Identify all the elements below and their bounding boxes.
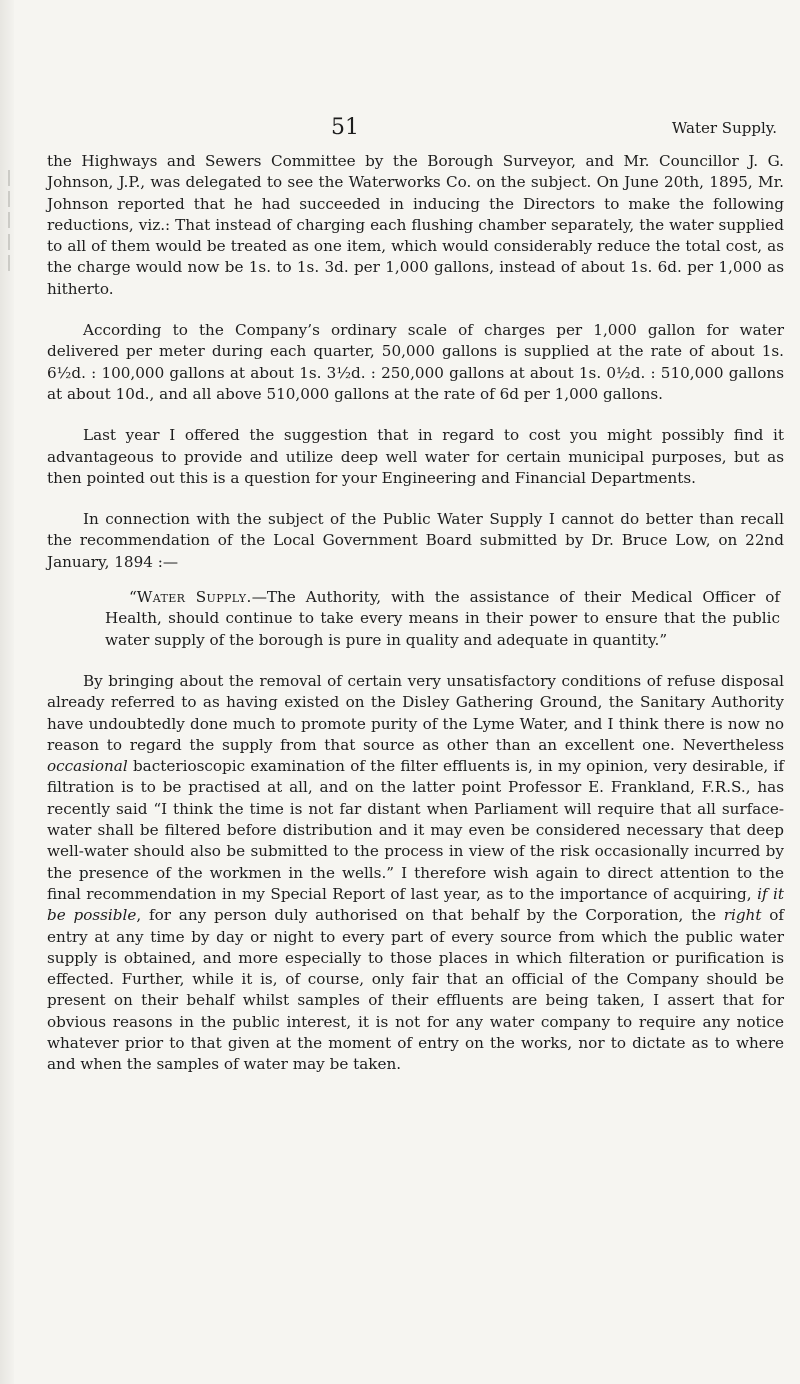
margin-mark — [8, 191, 18, 207]
paragraph-local-government-board: In connection with the subject of the Public Water Supply I cannot do better than recall the recommendation of the Local Government Board submitted by Dr. Bruce Low, on 22nd January, 1894 :— — [47, 510, 784, 571]
paragraph-filtration-and-entry — [47, 671, 784, 1076]
emphasis-occasional: occasional — [47, 757, 128, 776]
paragraph-company-charges: According to the Company’s ordinary scale of charges per 1,000 gallon for water delivered per meter during each quarter, 50,000 gallons is supplied at the rate of about 1s. 6½d. : 100,000 gallons at about 1s. 3½d. : 250,000 gallons at about 1s. 0½d. : 510,000 gallons at about 10d., and all above 510,000 gallons at the rate of 6d per 1,000 gallons. — [47, 321, 784, 403]
running-head: Water Supply. — [671, 119, 777, 137]
paragraph-segment: By bringing about the removal of certain very unsatisfactory conditions of refuse disposal already referred to as having existed on the Disley Gathering Ground, the Sanitary Authority have undoubtedly done much to promote purity of the Lyme Water, and I think there is now no reason to regard the supply from that source as other than an excellent one. Nevertheless — [47, 671, 784, 754]
body-text — [47, 151, 784, 1076]
emphasis-if-possible: if it be possible — [47, 884, 784, 925]
page-number: 51 — [331, 115, 359, 140]
quote-body: —The Authority, with the assistance of their Medical Officer of Health, should continue to take every means in their power to ensure that the public water supply of the borough is pure in quality and adequate in quantity.” — [105, 588, 780, 649]
paragraph-segment: , for any person duly authorised on that behalf by the Corporation, the — [136, 906, 724, 925]
emphasis-right: right — [723, 906, 762, 925]
paragraph-segment: of entry at any time by day or night to every part of every source from which the public water supply is obtained, and more especially to those places in which filteration or purification is effected. Further, while it is, of course, only fair that an official of the Company should be present on their behalf whilst samples of their effluents are being taken, I assert that for obvious reasons in the public interest, it is not for any water company to require any notice whatever prior to that given at the moment of entry on the works, nor to dictate as to where and when the samples of water may be taken. — [47, 906, 784, 1074]
quote-open-mark: “ — [129, 588, 137, 607]
page-left-edge-shadow — [0, 0, 14, 1384]
paragraph-segment: bacterioscopic examination of the filter effluents is, in my opinion, very desirable, if filtration is to be practised at all, and on the latter point Professor E. Frankland, F.R.S., has recently said “I think the time is not far distant when Parliament will require that all surface-water shall be filtered before distribution and it may even be considered necessary that deep well-water should also be submitted to the process in view of the risk occasionally incurred by the presence of the workmen in the wells.” I therefore wish again to direct attention to the final recommendation in my Special Report of last year, as to the importance of acquiring, — [47, 757, 784, 903]
paragraph-deep-well-water: Last year I offered the suggestion that in regard to cost you might possibly find it advantageous to provide and utilize deep well water for certain municipal purposes, but as then pointed out this is a question for your Engineering and Financial Departments. — [47, 426, 784, 487]
quote-heading: Water Supply. — [136, 588, 252, 607]
margin-mark — [8, 212, 18, 228]
margin-mark — [8, 170, 18, 186]
margin-mark — [8, 255, 18, 271]
quoted-recommendation — [105, 587, 780, 651]
margin-mark — [8, 234, 18, 250]
paragraph-flushing-chambers: the Highways and Sewers Committee by the Borough Surveyor, and Mr. Councillor J. G. Johnson, J.P., was delegated to see the Waterworks Co. on the subject. On June 20th, 1895, Mr. Johnson reported that he had succeeded in inducing the Directors to make the following reductions, viz.: That instead of charging each flushing chamber separately, the water supplied to all of them would be treated as one item, which would considerably reduce the total cost, as the charge would now be 1s. to 1s. 3d. per 1,000 gallons, instead of about 1s. 6d. per 1,000 as hitherto. — [47, 152, 784, 298]
